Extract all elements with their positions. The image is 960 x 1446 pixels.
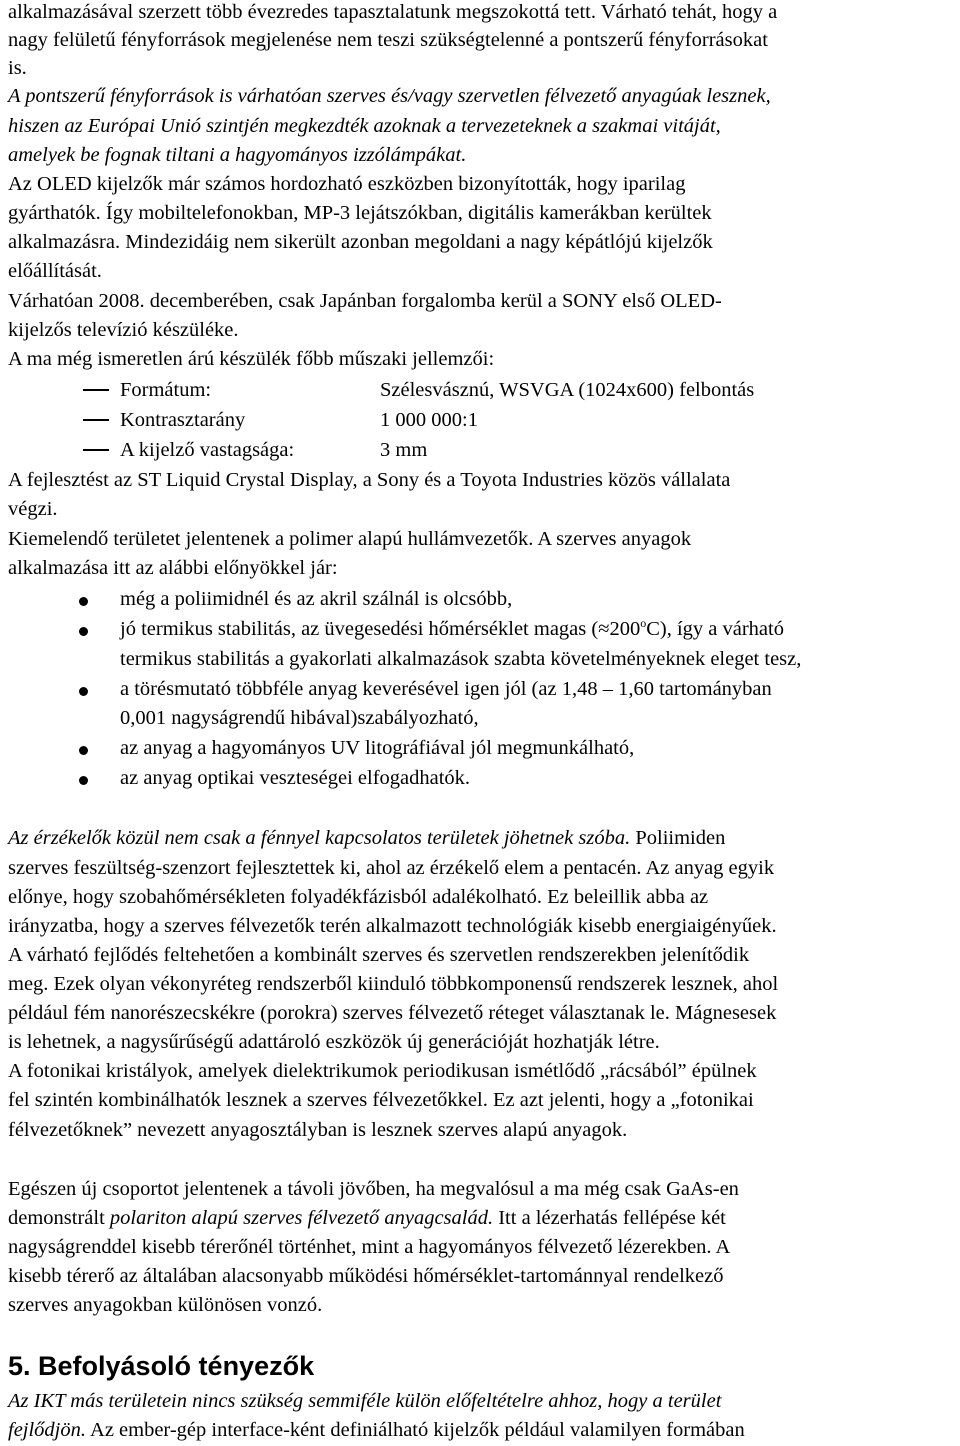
spec-label: A kijelző vastagsága: xyxy=(120,439,295,461)
bullet-dot-icon xyxy=(79,597,88,606)
text-line: alkalmazásra. Mindezidáig nem sikerült azonban megoldani a nagy képátlójú kijelzők xyxy=(8,231,713,253)
text: Poliimiden xyxy=(630,827,726,849)
text-line: amelyek be fognak tiltani a hagyományos izzólámpákat. xyxy=(8,144,467,166)
text-line: alkalmazása itt az alábbi előnyökkel jár: xyxy=(8,557,338,579)
text-line: végzi. xyxy=(8,498,58,520)
dash-bullet-icon xyxy=(83,449,109,451)
text-line: félvezetőknek” nevezett anyagosztályban is lesznek szerves alapú anyagok. xyxy=(8,1119,628,1141)
text-line: alkalmazásával szerzett több évezredes tapasztalatunk megszokottá tett. Várható tehát, hogy a xyxy=(8,1,778,23)
text-line: nagy felületű fényforrások megjelenése nem teszi szükségtelenné a pontszerű fényforrásokat xyxy=(8,29,768,51)
bullet-dot-icon xyxy=(79,687,88,696)
text-line: gyárthatók. Így mobiltelefonokban, MP-3 lejátszókban, digitális kamerákban kerültek xyxy=(8,202,712,224)
text-line: fel szintén kombinálhatók lesznek a szerves félvezetőkkel. Ez azt jelenti, hogy a „fotonikai xyxy=(8,1089,754,1111)
text-line: A fejlesztést az ST Liquid Crystal Display, a Sony és a Toyota Industries közös vállalata xyxy=(8,469,731,491)
text-line: például fém nanorészecskékre (porokra) szerves félvezető réteget választanak le. Mágnesesek xyxy=(8,1002,777,1024)
text-line: irányzatba, hogy a szerves félvezetők terén alkalmazott technológiák kisebb energiaigényűek. xyxy=(8,915,777,937)
italic-text: fejlődjön. xyxy=(8,1419,87,1441)
text-line xyxy=(8,826,725,850)
text-line: kisebb térerő az általában alacsonyabb működési hőmérséklet-tartománnyal rendelkező xyxy=(8,1265,724,1287)
text-line: Kiemelendő területet jelentenek a polimer alapú hullámvezetők. A szerves anyagok xyxy=(8,528,692,550)
spec-label: Kontrasztarány xyxy=(120,409,246,431)
text-line: Egészen új csoportot jelentenek a távoli jövőben, ha megvalósul a ma még csak GaAs-en xyxy=(8,1178,739,1200)
bullet-item xyxy=(120,617,784,641)
spec-intro: A ma még ismeretlen árú készülék főbb műszaki jellemzői: xyxy=(8,348,495,370)
bullet-item: a törésmutató többféle anyag keverésével igen jól (az 1,48 – 1,60 tartományban xyxy=(120,678,772,700)
text-line: előnye, hogy szobahőmérsékleten folyadékfázisból adalékolható. Ez beleillik abba az xyxy=(8,886,709,908)
text-line: Az IKT más területein nincs szükség semmiféle külön előfeltételre ahhoz, hogy a terület xyxy=(8,1390,722,1412)
bullet-dot-icon xyxy=(79,746,88,755)
text-line: Az OLED kijelzők már számos hordozható eszközben bizonyították, hogy iparilag xyxy=(8,173,686,195)
text-line xyxy=(8,1206,726,1230)
bullet-item-continuation: 0,001 nagyságrendű hibával)szabályozható, xyxy=(120,707,479,729)
text-line: szerves anyagokban különösen vonzó. xyxy=(8,1294,323,1316)
section-heading: 5. Befolyásoló tényezők xyxy=(8,1351,315,1381)
text-line: meg. Ezek olyan vékonyréteg rendszerből kiinduló többkomponensű rendszerek lesznek, ahol xyxy=(8,973,779,995)
bullet-text: jó termikus stabilitás, az üvegesedési hőmérséklet magas (≈200 xyxy=(120,618,641,640)
text-line: hiszen az Európai Unió szintjén megkezdték azoknak a tervezeteknek a szakmai vitáját, xyxy=(8,115,721,137)
dash-bullet-icon xyxy=(83,389,109,391)
bullet-dot-icon xyxy=(79,627,88,636)
text-line: A várható fejlődés feltehetően a kombinált szerves és szervetlen rendszerekben jelenítődik xyxy=(8,944,750,966)
dash-bullet-icon xyxy=(83,419,109,421)
text-line: A pontszerű fényforrások is várhatóan szerves és/vagy szervetlen félvezető anyagúak lesznek, xyxy=(8,85,771,107)
bullet-dot-icon xyxy=(79,776,88,785)
text-line: szerves feszültség-szenzort fejlesztettek ki, ahol az érzékelő elem a pentacén. Az anyag egyik xyxy=(8,857,775,879)
text-line: kijelzős televízió készüléke. xyxy=(8,319,239,341)
bullet-item-continuation: termikus stabilitás a gyakorlati alkalmazások szabta követelményeknek eleget tesz, xyxy=(120,648,802,670)
text-line: előállítását. xyxy=(8,260,102,282)
text-line: A fotonikai kristályok, amelyek dielektrikumok periodikusan ismétlődő „rácsából” épülnek xyxy=(8,1060,757,1082)
text-line: Várhatóan 2008. decemberében, csak Japánban forgalomba kerül a SONY első OLED- xyxy=(8,290,722,312)
text: Az ember-gép interface-ként definiálható kijelzők például valamilyen formában xyxy=(86,1419,745,1441)
text: Itt a lézerhatás fellépése két xyxy=(493,1207,726,1229)
italic-text: polariton alapú szerves félvezető anyagcsalád. xyxy=(109,1207,494,1229)
text-line xyxy=(8,1418,745,1442)
spec-value: 3 mm xyxy=(380,439,428,461)
spec-value: Szélesvásznú, WSVGA (1024x600) felbontás xyxy=(380,379,755,401)
text-line: is. xyxy=(8,57,27,79)
text-line: is lehetnek, a nagysűrűségű adattároló eszközök új generációját hozhatják létre. xyxy=(8,1031,660,1053)
text-line: nagyságrenddel kisebb térerőnél történhet, mint a hagyományos félvezető lézerekben. A xyxy=(8,1236,731,1258)
spec-value: 1 000 000:1 xyxy=(380,409,478,431)
superscript: o xyxy=(640,616,647,630)
spec-label: Formátum: xyxy=(120,379,212,401)
bullet-item: az anyag optikai veszteségei elfogadhatók. xyxy=(120,767,471,789)
text: demonstrált xyxy=(8,1207,110,1229)
italic-text: Az érzékelők közül nem csak a fénnyel kapcsolatos területek jöhetnek szóba. xyxy=(8,827,631,849)
bullet-text: C), így a várható xyxy=(646,618,784,640)
bullet-item: még a poliimidnél és az akril szálnál is olcsóbb, xyxy=(120,588,513,610)
bullet-item: az anyag a hagyományos UV litográfiával jól megmunkálható, xyxy=(120,737,635,759)
